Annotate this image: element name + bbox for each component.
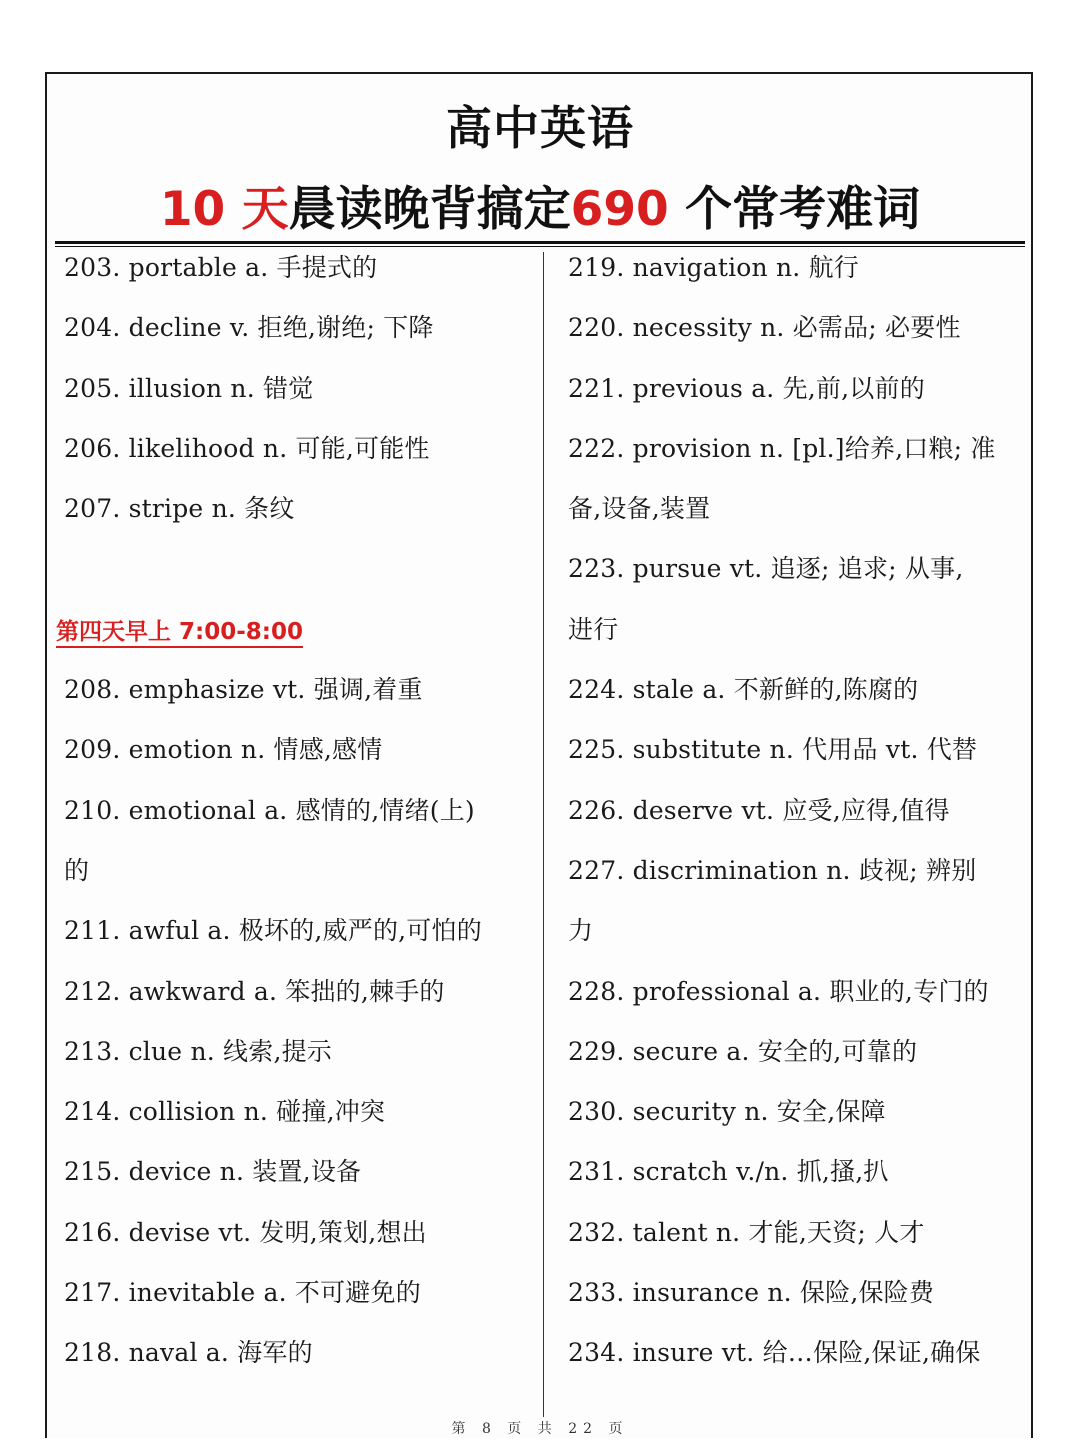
subtitle-days: 10 天 [159, 182, 289, 237]
vocab-entry: 213. clue n. 线索,提示 [64, 1036, 332, 1066]
vocab-entry: 215. device n. 装置,设备 [64, 1157, 362, 1187]
vocab-entry: 222. provision n. [pl.]给养,口粮; 准 [568, 433, 996, 463]
subtitle-text: 晨读晚背搞定 [288, 182, 571, 237]
vocab-entry: 214. collision n. 碰撞,冲突 [64, 1097, 386, 1127]
day-section-label-text: 第四天早上 7:00-8:00 [56, 619, 303, 648]
vocab-entry: 的 [64, 855, 90, 885]
vocab-entry: 力 [568, 916, 594, 946]
vocab-entry: 224. stale a. 不新鲜的,陈腐的 [568, 675, 919, 705]
vocab-entry: 205. illusion n. 错觉 [64, 373, 314, 403]
subtitle-words: 个常考难词 [668, 182, 921, 237]
vocab-entry: 234. insure vt. 给…保险,保证,确保 [568, 1338, 981, 1368]
vocab-entry: 232. talent n. 才能,天资; 人才 [568, 1217, 925, 1247]
blank-line [64, 547, 532, 607]
vocab-entry: 233. insurance n. 保险,保险费 [568, 1278, 935, 1308]
vocab-entry: 228. professional a. 职业的,专门的 [568, 976, 989, 1006]
vocab-entry: 210. emotional a. 感情的,情绪(上) [64, 795, 475, 825]
subtitle-count: 690 [570, 182, 669, 237]
vocab-entry: 203. portable a. 手提式的 [64, 253, 378, 282]
vocab-entry: 225. substitute n. 代用品 vt. 代替 [568, 735, 978, 765]
header-rule [55, 241, 1025, 244]
vocab-entry: 204. decline v. 拒绝,谢绝; 下降 [64, 313, 434, 343]
vocab-entry: 220. necessity n. 必需品; 必要性 [568, 313, 961, 343]
vocab-entry: 207. stripe n. 条纹 [64, 494, 295, 524]
vocab-entry: 230. security n. 安全,保障 [568, 1097, 886, 1127]
vocab-entry: 211. awful a. 极坏的,威严的,可怕的 [64, 916, 482, 946]
page-subtitle [0, 172, 1080, 239]
vocab-entry: 209. emotion n. 情感,感情 [64, 735, 383, 765]
vocab-entry: 进行 [568, 614, 619, 644]
vocab-entry: 212. awkward a. 笨拙的,棘手的 [64, 976, 445, 1006]
vocab-column-right [568, 246, 1023, 1392]
vocab-entry: 226. deserve vt. 应受,应得,值得 [568, 795, 950, 825]
vocab-entry: 216. devise vt. 发明,策划,想出 [64, 1217, 427, 1247]
vocab-entry: 219. navigation n. 航行 [568, 253, 859, 282]
vocab-entry: 217. inevitable a. 不可避免的 [64, 1278, 421, 1308]
page-number: 第 8 页 共 22 页 [451, 1421, 629, 1437]
vocab-entry: 218. naval a. 海军的 [64, 1338, 313, 1368]
vocab-entry: 备,设备,装置 [568, 494, 711, 524]
vocab-entry: 227. discrimination n. 歧视; 辨别 [568, 855, 977, 885]
vocab-entry: 206. likelihood n. 可能,可能性 [64, 433, 430, 463]
vocab-entry: 221. previous a. 先,前,以前的 [568, 373, 925, 403]
vocab-entry: 229. secure a. 安全的,可靠的 [568, 1036, 918, 1066]
column-divider [543, 252, 544, 1417]
vocab-entry: 231. scratch v./n. 抓,搔,扒 [568, 1157, 889, 1187]
vocab-column-left [56, 246, 532, 1392]
day-section-label [56, 608, 532, 668]
vocab-entry: 208. emphasize vt. 强调,着重 [64, 675, 423, 705]
vocab-entry: 223. pursue vt. 追逐; 追求; 从事, [568, 554, 964, 584]
page-title: 高中英语 [446, 101, 634, 155]
